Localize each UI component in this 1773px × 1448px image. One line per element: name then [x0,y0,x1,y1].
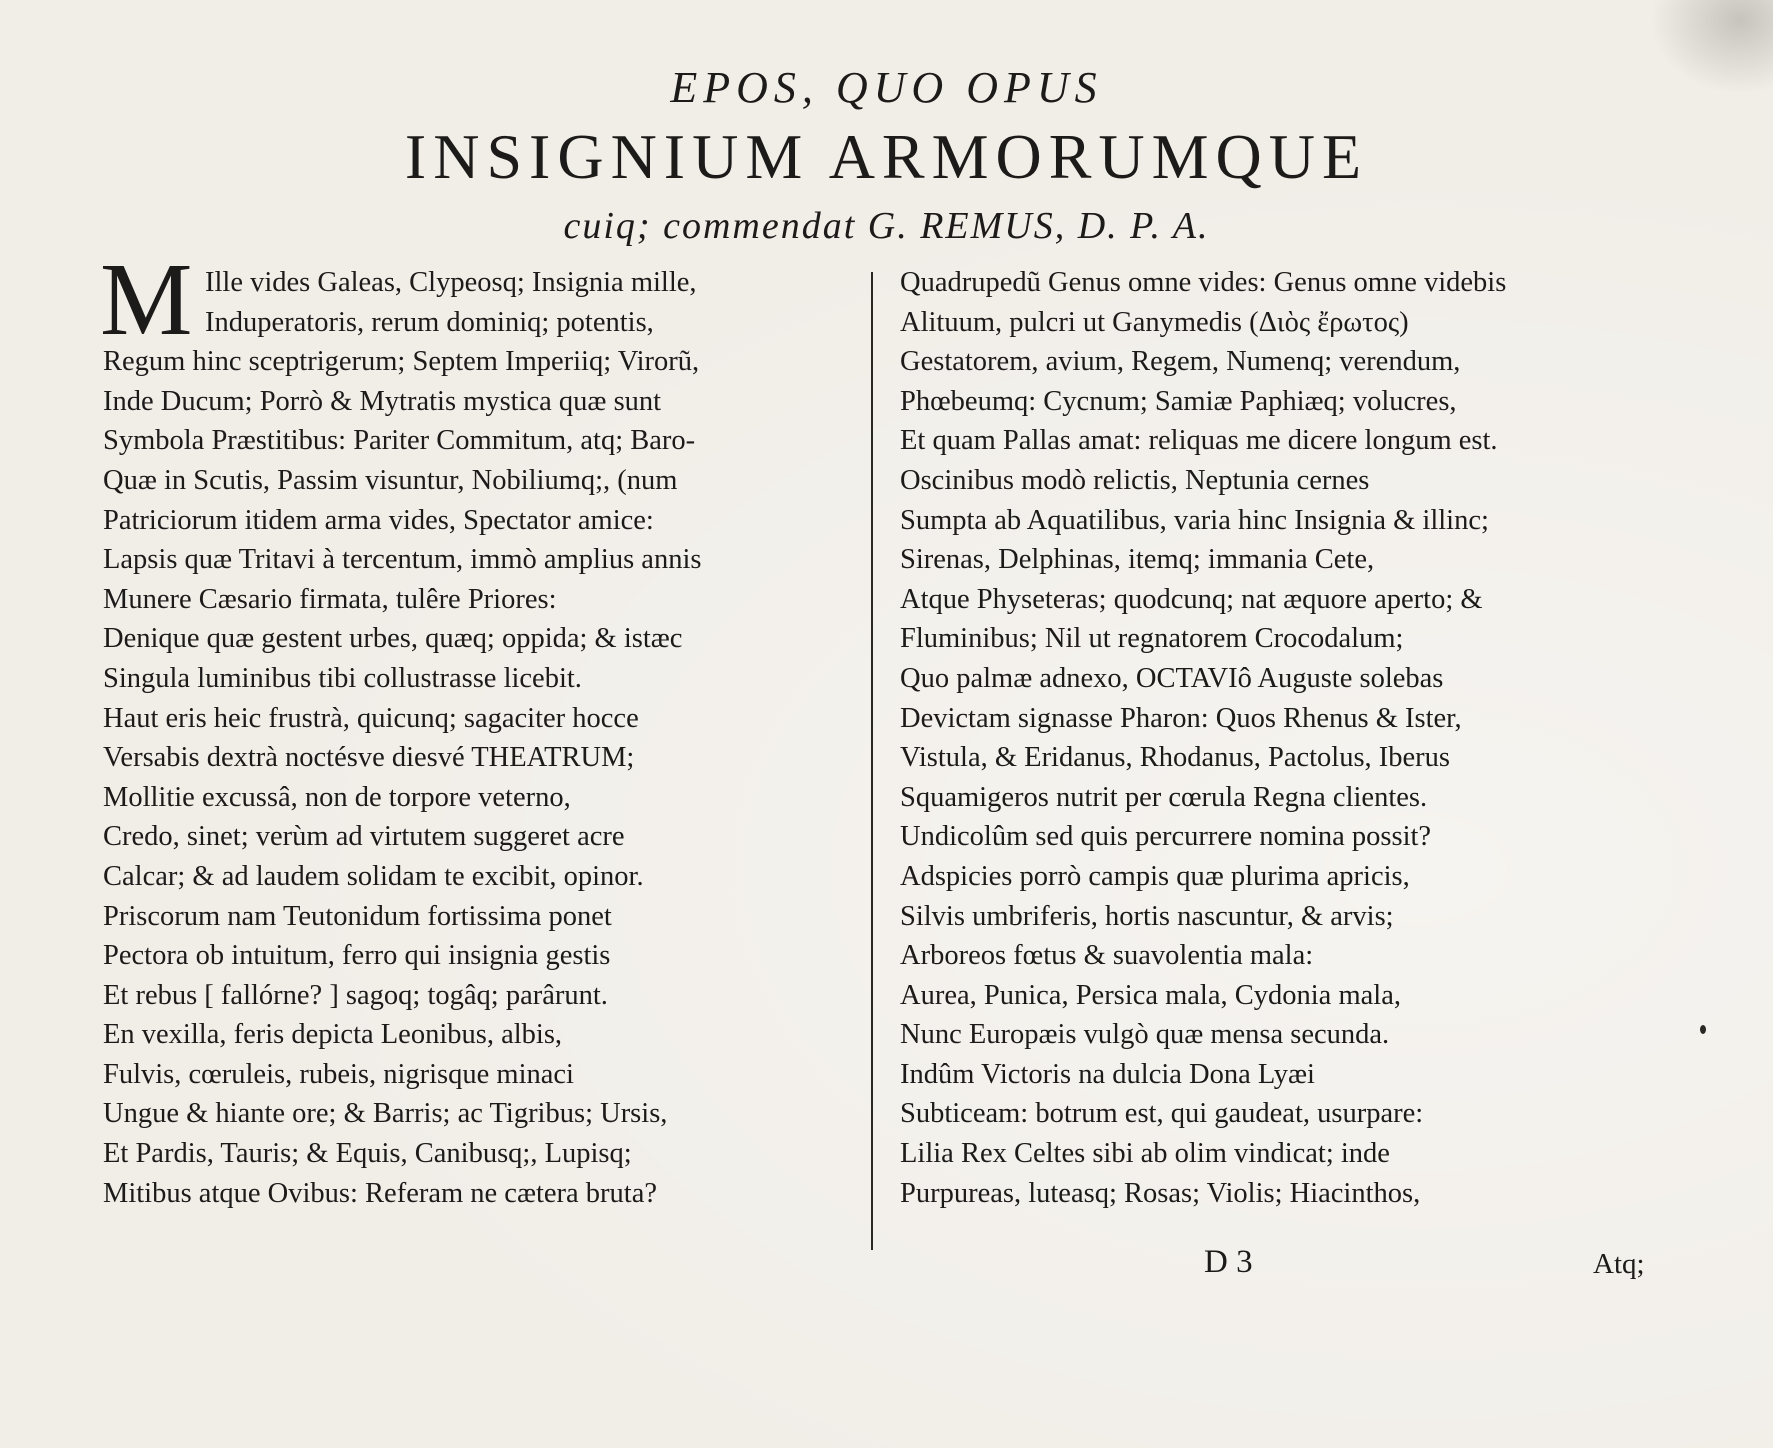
poem-line: Pectora ob intuitum, ferro qui insignia gestis [103,940,611,972]
ink-speck [1700,1025,1706,1034]
poem-line: En vexilla, feris depicta Leonibus, albis, [103,1019,563,1051]
poem-line: Gestatorem, avium, Regem, Numenq; verendum, [900,346,1461,378]
poem-line: Indûm Victoris na dulcia Dona Lyæi [900,1058,1315,1090]
poem-line: Ungue & hiante ore; & Barris; ac Tigribus; Ursis, [103,1098,668,1130]
heading-line-3: cuiq; commendat G. REMUS, D. P. A. [563,205,1210,247]
heading-line-2: INSIGNIUM ARMORUMQUE [404,121,1369,192]
left-column [103,263,873,1213]
poem-line: Inde Ducum; Porrò & Mytratis mystica quæ sunt [103,385,662,417]
poem-line: Fulvis, cœruleis, rubeis, nigrisque minaci [103,1058,574,1090]
heading-line-1: EPOS, QUO OPUS [670,63,1103,112]
poem-line: Munere Cæsario firmata, tulêre Priores: [103,583,557,615]
poem-line: Arboreos fœtus & suavolentia mala: [900,940,1314,972]
poem-line: Sirenas, Delphinas, itemq; immania Cete, [900,544,1375,576]
poem-line: Credo, sinet; verùm ad virtutem suggeret acre [103,821,625,853]
poem-line: Vistula, & Eridanus, Rhodanus, Pactolus, Iberus [900,742,1451,774]
drop-cap: M [100,242,193,357]
poem-line: Et quam Pallas amat: reliquas me dicere longum est. [900,425,1498,457]
poem-line: Phœbeumq: Cycnum; Samiæ Paphiæq; volucres, [900,385,1457,417]
poem-line: Symbola Præstitibus: Pariter Commitum, atq; Baro- [103,425,696,457]
poem-line: Ille vides Galeas, Clypeosq; Insignia mille, [205,267,697,298]
poem-line: Denique quæ gestent urbes, quæq; oppida; & istæc [103,623,683,655]
right-column [900,263,1690,1213]
poem-line: Lapsis quæ Tritavi à tercentum, immò amplius annis [103,544,702,576]
poem-line: Oscinibus modò relictis, Neptunia cernes [900,464,1370,496]
poem-line: Devictam signasse Pharon: Quos Rhenus & Ister, [900,702,1462,734]
column-divider [871,272,873,1250]
poem-line: Atque Physeteras; quodcunq; nat æquore aperto; & [900,583,1483,615]
poem-line: Mollitie excussâ, non de torpore veterno, [103,781,571,813]
poem-line: Purpureas, luteasq; Rosas; Violis; Hiacinthos, [900,1177,1421,1209]
poem-line: Nunc Europæis vulgò quæ mensa secunda. [900,1019,1390,1051]
poem-line: Quadrupedũ Genus omne vides: Genus omne videbis [900,267,1507,298]
poem-line: Et Pardis, Tauris; & Equis, Canibusq;, Lupisq; [103,1138,632,1170]
poem-line: Silvis umbriferis, hortis nascuntur, & arvis; [900,900,1394,932]
poem-line: Fluminibus; Nil ut regnatorem Crocodalum; [900,623,1404,655]
poem-line: Haut eris heic frustrà, quicunq; sagaciter hocce [103,702,639,734]
poem-line: Alituum, pulcri ut Ganymedis (Διὸς ἔρωτος) [900,306,1409,338]
poem-line: Singula luminibus tibi collustrasse licebit. [103,662,582,694]
poem-line: Regum hinc sceptrigerum; Septem Imperiiq; Virorũ, [103,346,700,378]
poem-line: Patriciorum itidem arma vides, Spectator amice: [103,504,654,536]
poem-line: Priscorum nam Teutonidum fortissima ponet [103,900,612,932]
poem-line: Et rebus [ fallórne? ] sagoq; togâq; parârunt. [103,979,608,1011]
poem-line: Sumpta ab Aquatilibus, varia hinc Insignia & illinc; [900,504,1489,536]
poem-line: Quæ in Scutis, Passim visuntur, Nobiliumq;, (num [103,464,678,496]
catchword: Atq; [1593,1248,1645,1280]
poem-line: Calcar; & ad laudem solidam te excibit, opinor. [103,860,644,892]
poem-line: Induperatoris, rerum dominiq; potentis, [205,306,654,338]
poem-line: Squamigeros nutrit per cœrula Regna clientes. [900,781,1428,813]
signature-mark: D 3 [1204,1244,1253,1280]
poem-line: Adspicies porrò campis quæ plurima apricis, [900,860,1410,892]
poem-line: Undicolûm sed quis percurrere nomina possit? [900,821,1432,853]
poem-line: Aurea, Punica, Persica mala, Cydonia mala, [900,979,1401,1011]
poem-line: Lilia Rex Celtes sibi ab olim vindicat; inde [900,1138,1390,1170]
poem-line: Versabis dextrà noctésve diesvé THEATRUM; [103,742,635,774]
poem-line: Quo palmæ adnexo, OCTAVIô Auguste solebas [900,662,1444,694]
poem-line: Subticeam: botrum est, qui gaudeat, usurpare: [900,1098,1424,1130]
poem-line: Mitibus atque Ovibus: Referam ne cætera bruta? [103,1177,657,1209]
